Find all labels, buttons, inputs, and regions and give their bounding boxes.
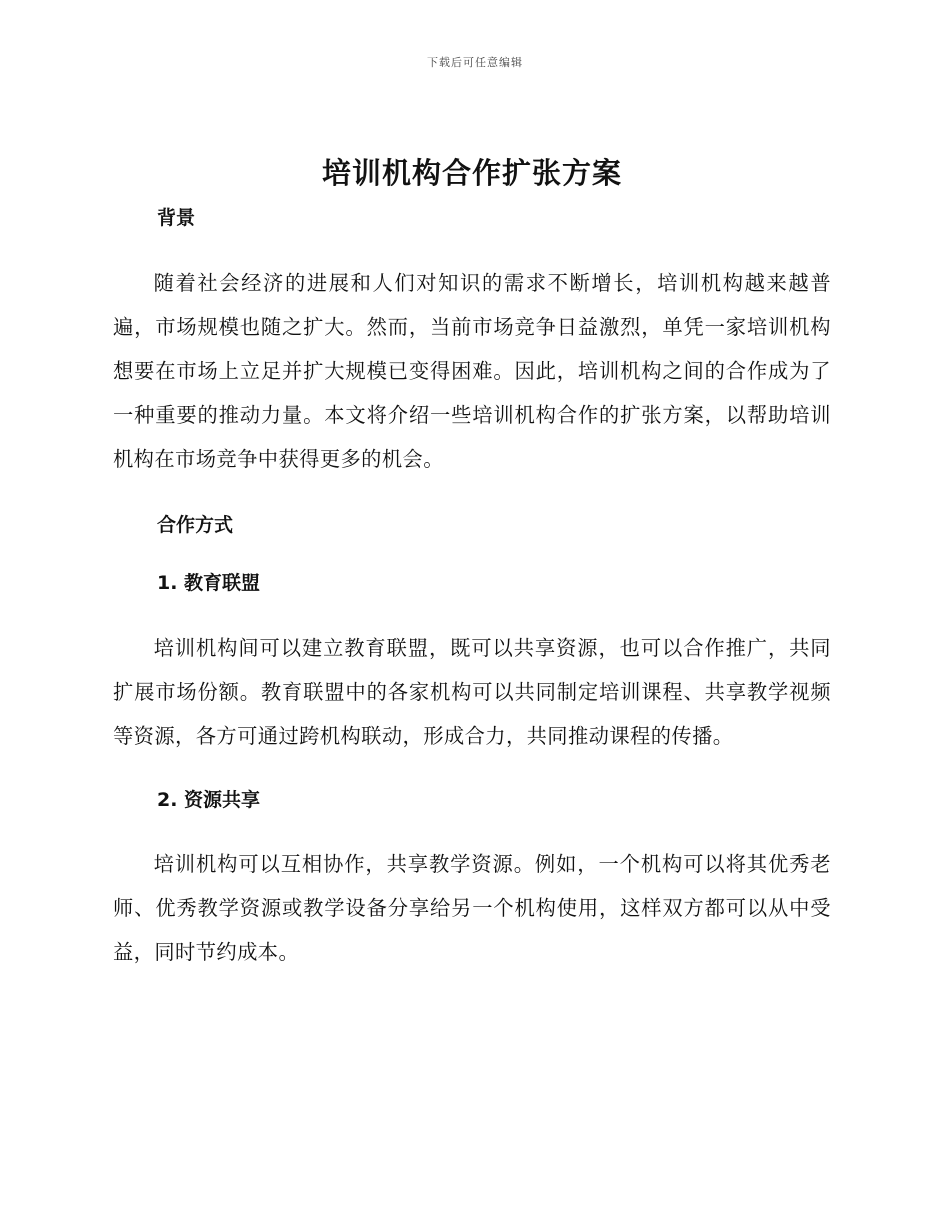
document-body [113,150,831,974]
resource-sharing-heading: 2. 资源共享 [157,789,261,811]
education-alliance-paragraph: 培训机构间可以建立教育联盟，既可以共享资源，也可以合作推广，共同扩展市场份额。教育联盟中的各家机构可以共同制定培训课程、共享教学视频等资源，各方可通过跨机构联动，形成合力，共同推动课程的传播。 [113,636,831,748]
background-paragraph: 随着社会经济的进展和人们对知识的需求不断增长，培训机构越来越普遍，市场规模也随之扩大。然而，当前市场竞争日益激烈，单凭一家培训机构想要在市场上立足并扩大规模已变得困难。因此，培训机构之间的合作成为了一种重要的推动力量。本文将介绍一些培训机构合作的扩张方案，以帮助培训机构在市场竞争中获得更多的机会。 [113,271,831,471]
background-heading: 背景 [157,207,196,229]
resource-sharing-paragraph: 培训机构可以互相协作，共享教学资源。例如，一个机构可以将其优秀老师、优秀教学资源或教学设备分享给另一个机构使用，这样双方都可以从中受益，同时节约成本。 [113,852,831,964]
header-note: 下载后可任意编辑 [427,56,523,69]
cooperation-heading: 合作方式 [157,514,234,536]
document-title: 培训机构合作扩张方案 [321,156,622,190]
education-alliance-heading: 1. 教育联盟 [157,572,261,594]
